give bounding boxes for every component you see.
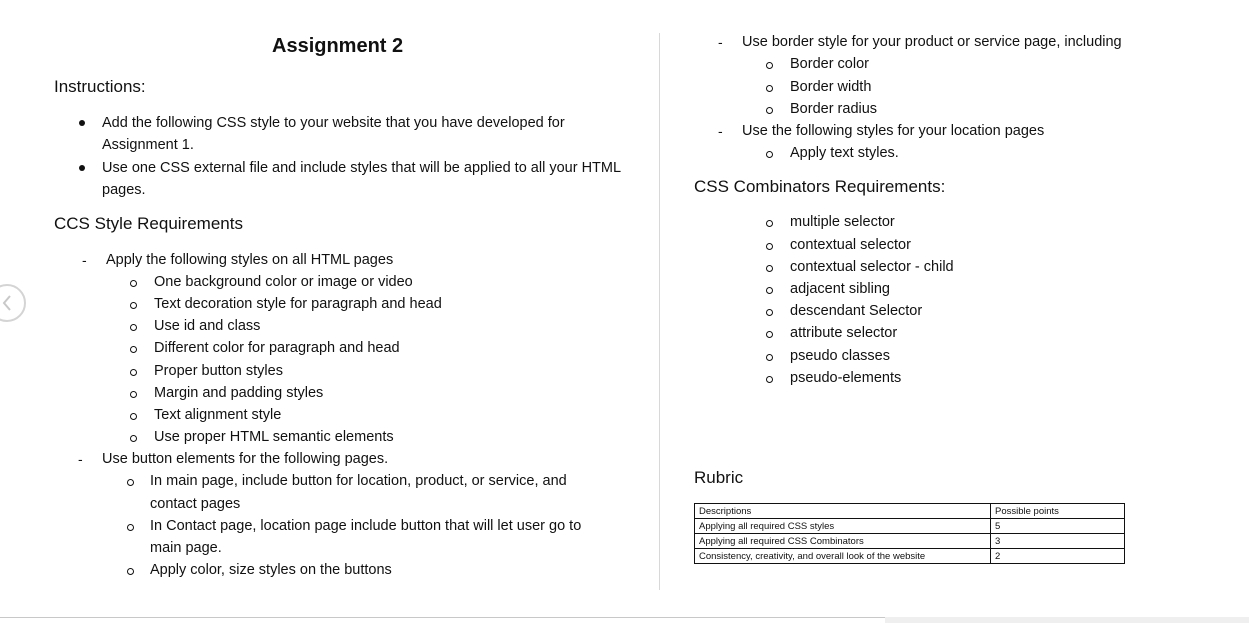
table-row [695, 549, 1125, 564]
instruction-2-line2: pages. [102, 182, 146, 198]
circle-bullet-icon [766, 107, 773, 114]
list-item: Use id and class [154, 318, 261, 334]
list-item: Margin and padding styles [154, 385, 324, 401]
dash-marker: - [82, 252, 87, 268]
instructions-heading: Instructions: [54, 77, 146, 96]
circle-bullet-icon [766, 220, 773, 227]
list-item: contextual selector - child [790, 259, 954, 275]
circle-bullet-icon [127, 479, 134, 486]
circle-bullet-icon [130, 302, 137, 309]
table-header-cell: Possible points [991, 504, 1125, 519]
border-style-label: Use border style for your product or service page, including [742, 34, 1122, 50]
bottom-border [0, 617, 885, 618]
table-header-cell: Descriptions [695, 504, 991, 519]
list-item: contextual selector [790, 237, 911, 253]
list-item: pseudo classes [790, 348, 890, 364]
table-cell: Applying all required CSS styles [695, 519, 991, 534]
page-title: Assignment 2 [272, 35, 404, 57]
list-item: Border radius [790, 101, 878, 117]
circle-bullet-icon [766, 376, 773, 383]
circle-bullet-icon [130, 324, 137, 331]
list-item: Proper button styles [154, 363, 283, 379]
instruction-2-line1: Use one CSS external file and include styles that will be applied to all your HTML [102, 160, 622, 176]
table-cell: 2 [991, 549, 1125, 564]
button-item-1-line2: contact pages [150, 496, 241, 512]
circle-bullet-icon [766, 243, 773, 250]
circle-bullet-icon [766, 85, 773, 92]
button-item-2-line1: In Contact page, location page include button that will let user go to [150, 518, 582, 534]
table-cell: Consistency, creativity, and overall look of the website [695, 549, 991, 564]
rubric-heading: Rubric [694, 468, 744, 487]
button-item-3: Apply color, size styles on the buttons [150, 562, 392, 578]
bullet-icon [79, 165, 85, 171]
circle-bullet-icon [127, 568, 134, 575]
circle-bullet-icon [130, 346, 137, 353]
table-cell: 3 [991, 534, 1125, 549]
list-item: Text alignment style [154, 407, 282, 423]
table-cell: Applying all required CSS Combinators [695, 534, 991, 549]
button-pages-label: Use button elements for the following pages. [102, 451, 389, 467]
list-item: One background color or image or video [154, 274, 413, 290]
circle-bullet-icon [130, 280, 137, 287]
list-item: Border width [790, 79, 872, 95]
table-row [695, 519, 1125, 534]
circle-bullet-icon [766, 309, 773, 316]
bottom-scroll-area [885, 617, 1249, 623]
list-item: Border color [790, 56, 869, 72]
list-item: attribute selector [790, 325, 898, 341]
location-label: Use the following styles for your location pages [742, 123, 1045, 139]
dash-marker: - [718, 34, 723, 50]
circle-bullet-icon [766, 62, 773, 69]
ccs-style-heading: CCS Style Requirements [54, 214, 243, 233]
table-header-row [695, 504, 1125, 519]
rubric-table [694, 503, 1125, 564]
page-divider [659, 33, 660, 590]
chevron-left-icon [2, 295, 12, 311]
list-item: Text decoration style for paragraph and head [154, 296, 442, 312]
instruction-1-line2: Assignment 1. [102, 137, 194, 153]
table-row [695, 534, 1125, 549]
button-item-1-line1: In main page, include button for location, product, or service, and [150, 473, 567, 489]
circle-bullet-icon [766, 287, 773, 294]
list-item: adjacent sibling [790, 281, 890, 297]
circle-bullet-icon [130, 391, 137, 398]
circle-bullet-icon [766, 331, 773, 338]
instruction-1-line1: Add the following CSS style to your website that you have developed for [102, 115, 565, 131]
circle-bullet-icon [766, 265, 773, 272]
list-item: Different color for paragraph and head [154, 340, 400, 356]
combinators-heading: CSS Combinators Requirements: [694, 177, 946, 196]
circle-bullet-icon [130, 369, 137, 376]
dash-marker: - [78, 451, 83, 467]
button-item-2-line2: main page. [150, 540, 222, 556]
list-item: descendant Selector [790, 303, 923, 319]
back-button[interactable] [0, 284, 26, 322]
circle-bullet-icon [130, 413, 137, 420]
all-pages-label: Apply the following styles on all HTML pages [106, 252, 394, 268]
circle-bullet-icon [127, 524, 134, 531]
circle-bullet-icon [766, 354, 773, 361]
dash-marker: - [718, 123, 723, 139]
circle-bullet-icon [130, 435, 137, 442]
list-item: Use proper HTML semantic elements [154, 429, 394, 445]
list-item: pseudo-elements [790, 370, 902, 386]
list-item: multiple selector [790, 214, 895, 230]
circle-bullet-icon [766, 151, 773, 158]
list-item: Apply text styles. [790, 145, 899, 161]
table-cell: 5 [991, 519, 1125, 534]
bullet-icon [79, 120, 85, 126]
